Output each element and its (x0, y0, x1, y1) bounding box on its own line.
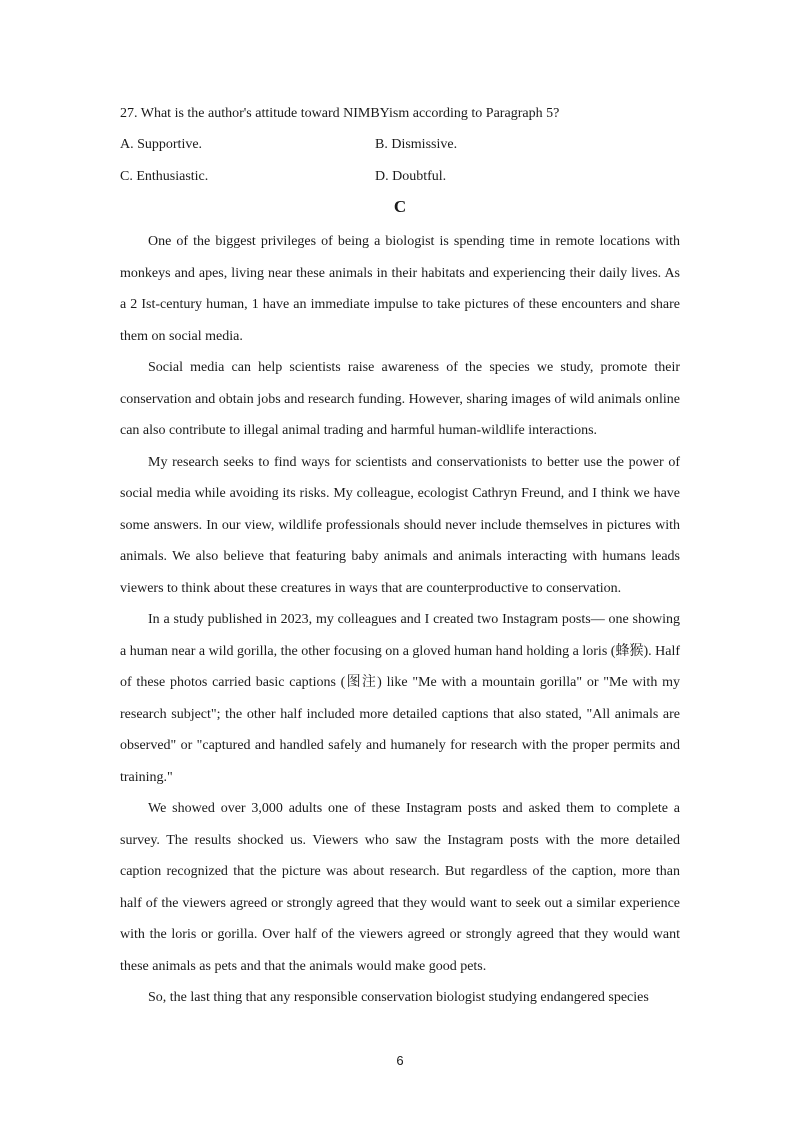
paragraph-6: So, the last thing that any responsible conservation biologist studying endangered species (148, 990, 649, 1005)
paragraph-3: My research seeks to find ways for scientists and conservationists to better use the power of social media while avoiding its risks. My colleague, ecologist Cathryn Freund, and I think we have some answers. In our view, wildlife professionals should never include themselves in pictures with animals. We also believe that featuring baby animals and animals interacting with humans leads viewers to think about these creatures in ways that are counterproductive to conservation. (120, 454, 680, 596)
option-d: D. Doubtful. (375, 169, 447, 184)
option-b: B. Dismissive. (375, 137, 458, 152)
paragraph-4: In a study published in 2023, my colleagues and I created two Instagram posts— one showing a human near a wild gorilla, the other focusing on a gloved human hand holding a loris (蜂猴). Half of these photos carried basic captions (图注) like "Me with a mountain gorilla" or "Me with my research subject"; the other half included more detailed captions that also stated, "All animals are observed" or "captured and handled safely and humanely for research with the proper permits and training." (120, 612, 680, 785)
page-number: 6 (396, 1053, 404, 1068)
paragraph-1: One of the biggest privileges of being a biologist is spending time in remote locations with monkeys and apes, living near these animals in their habitats and experiencing their daily lives. As a 2 Ist-century human, 1 have an immediate impulse to take pictures of these encounters and share them on social media. (120, 234, 680, 344)
paragraph-2: Social media can help scientists raise awareness of the species we study, promote their conservation and obtain jobs and research funding. However, sharing images of wild animals online can also contribute to illegal animal trading and harmful human-wildlife interactions. (120, 360, 680, 438)
option-a: A. Supportive. (120, 137, 203, 152)
paragraph-5: We showed over 3,000 adults one of these Instagram posts and asked them to complete a survey. The results shocked us. Viewers who saw the Instagram posts with the more detailed caption recognized that the picture was about research. But regardless of the caption, more than half of the viewers agreed or strongly agreed that they would want to seek out a similar experience with the loris or gorilla. Over half of the viewers agreed or strongly agreed that they would want these animals as pets and that the animals would make good pets. (120, 801, 680, 974)
reading-passage (120, 226, 680, 1014)
section-heading: C (393, 197, 407, 216)
option-c: C. Enthusiastic. (120, 169, 209, 184)
question-stem: 27. What is the author's attitude toward NIMBYism according to Paragraph 5? (120, 106, 560, 121)
